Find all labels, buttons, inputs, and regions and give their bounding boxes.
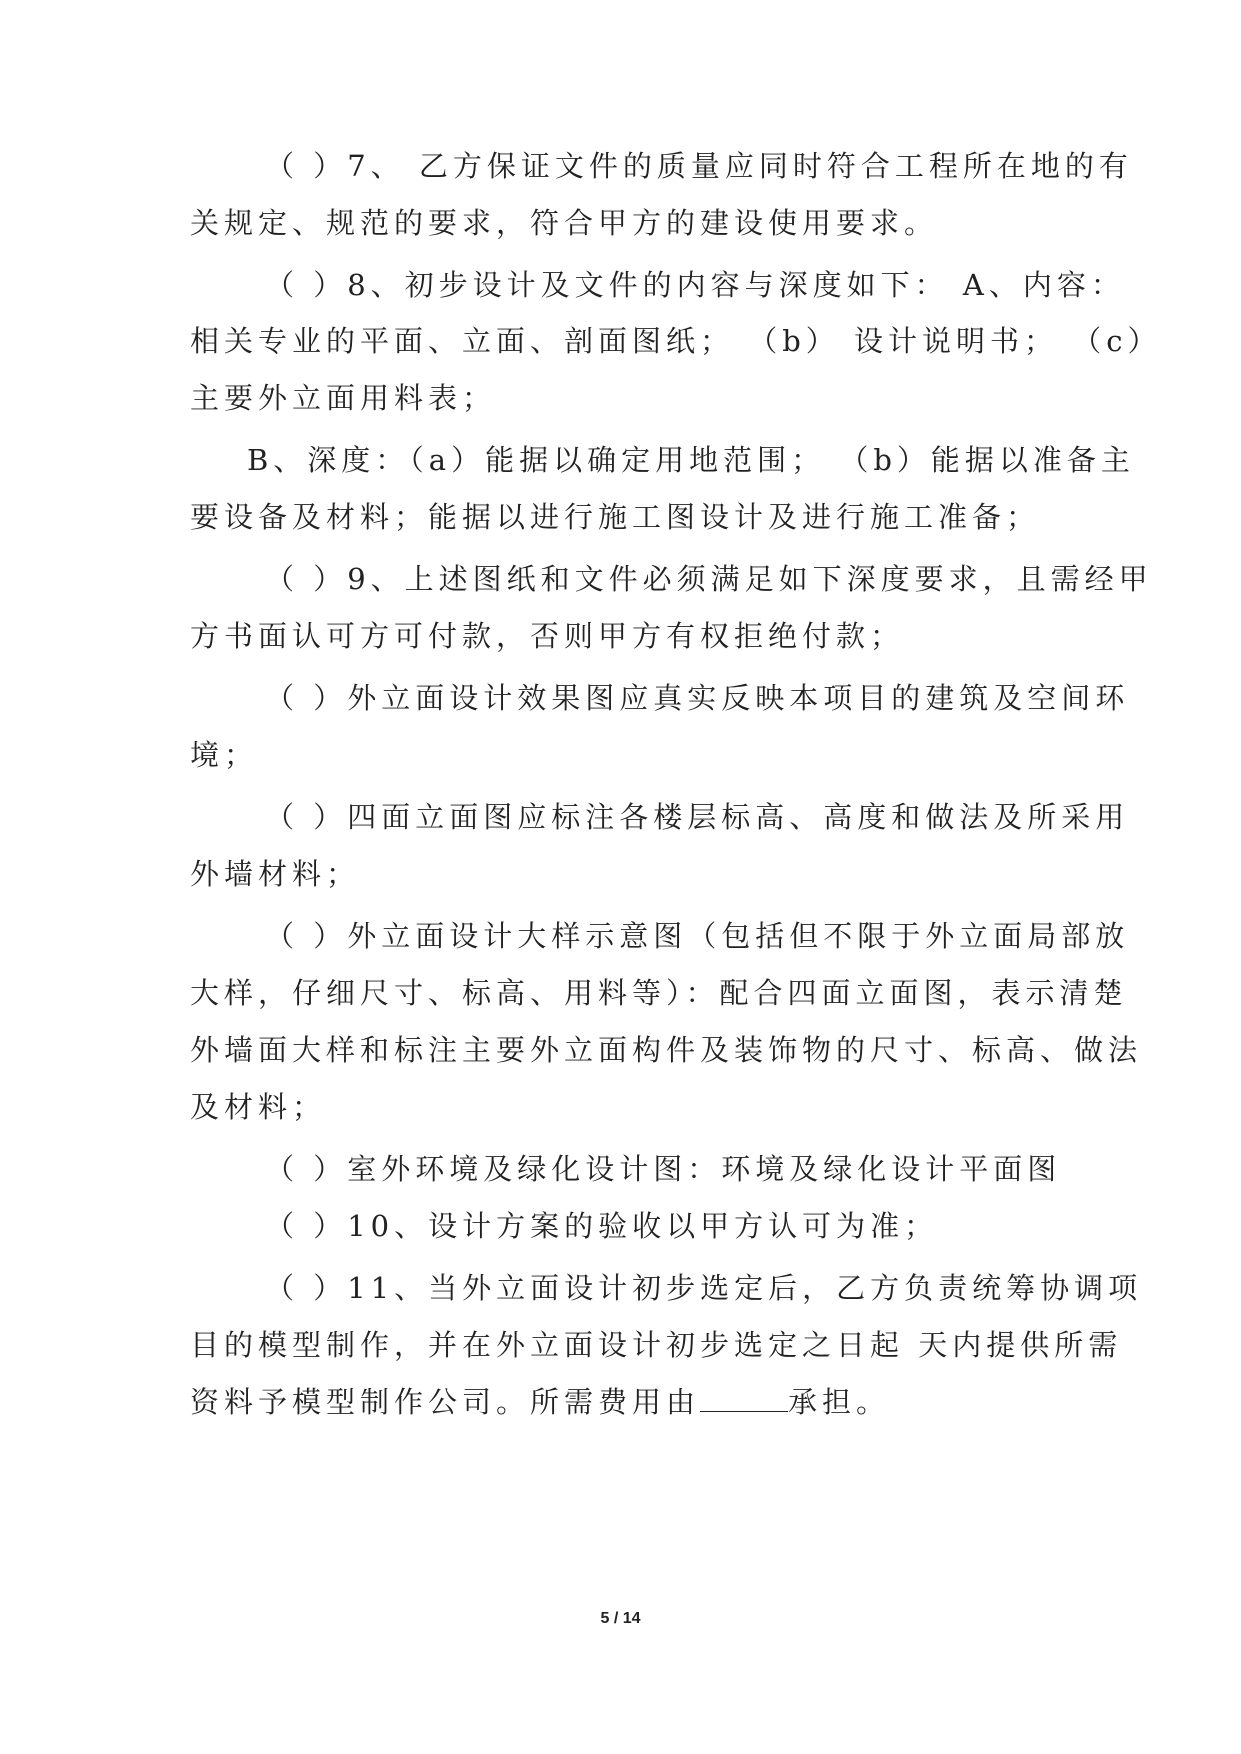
paragraph-line: B、深度：（a）能据以确定用地范围； （b）能据以准备主 [247, 443, 1135, 477]
paragraph-line: 及材料； [190, 1090, 327, 1124]
paragraph-line: 目的模型制作，并在外立面设计初步选定之日起 天内提供所需 [190, 1328, 1123, 1362]
paragraph-line: （ ）8、初步设计及文件的内容与深度如下： A、内容： [265, 268, 1125, 302]
paragraph-line: 要设备及材料；能据以进行施工图设计及进行施工准备； [190, 500, 1041, 534]
paragraph-text: 资料予模型制作公司。所需费用由 [190, 1385, 701, 1419]
paragraph-line: 主要外立面用料表； [190, 381, 497, 415]
paragraph-line: （ ）11、当外立面设计初步选定后，乙方负责统筹协调项 [265, 1271, 1143, 1305]
paragraph-line: （ ）外立面设计大样示意图（包括但不限于外立面局部放 [265, 919, 1130, 953]
paragraph-line: 境； [190, 738, 259, 772]
paragraph-line: （ ）7、 乙方保证文件的质量应同时符合工程所在地的有 [265, 149, 1133, 183]
paragraph-text-end: 承担。 [788, 1385, 891, 1419]
paragraph-line-last [190, 1382, 1070, 1422]
paragraph-line: 大样，仔细尺寸、标高、用料等）：配合四面立面图，表示清楚 [190, 976, 1128, 1010]
paragraph-line: 关规定、规范的要求，符合甲方的建设使用要求。 [190, 206, 939, 240]
paragraph-line: （ ）室外环境及绿化设计图：环境及绿化设计平面图 [265, 1152, 1062, 1186]
paragraph-line: 相关专业的平面、立面、剖面图纸； （b） 设计说明书； （c） [190, 324, 1162, 358]
paragraph-line: （ ）10、设计方案的验收以甲方认可为准； [265, 1209, 939, 1243]
paragraph-line: 外墙面大样和标注主要外立面构件及装饰物的尺寸、标高、做法 [190, 1033, 1143, 1067]
paragraph-line: （ ）四面立面图应标注各楼层标高、高度和做法及所采用 [265, 800, 1130, 834]
paragraph-line: （ ）9、上述图纸和文件必须满足如下深度要求，且需经甲 [265, 562, 1153, 596]
page-number: 5 / 14 [600, 1610, 641, 1627]
paragraph-line: 方书面认可方可付款，否则甲方有权拒绝付款； [190, 619, 905, 653]
paragraph-line: （ ）外立面设计效果图应真实反映本项目的建筑及空间环 [265, 681, 1130, 715]
paragraph-line: 外墙材料； [190, 857, 361, 891]
fill-in-blank [700, 1387, 788, 1412]
